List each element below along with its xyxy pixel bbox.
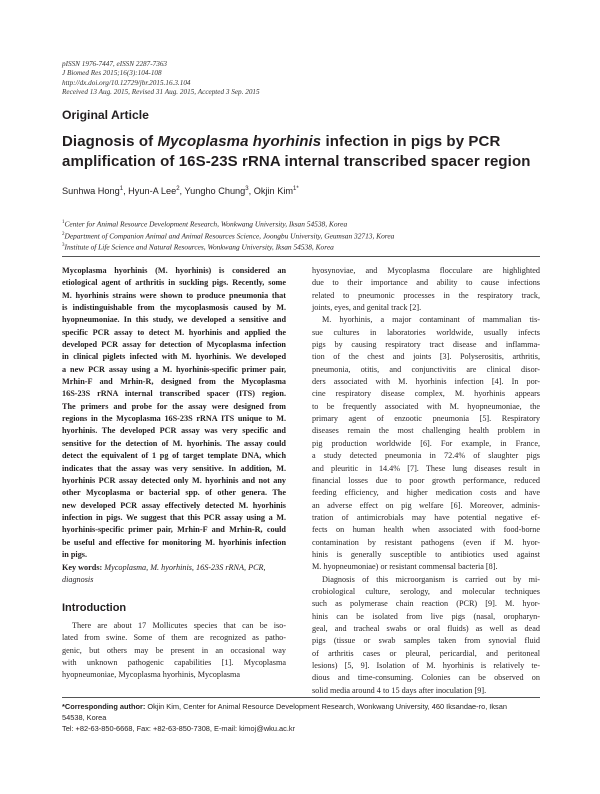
text-line: regions in the Mycoplasma 16S-23S rRNA ITS unique to M. bbox=[62, 414, 286, 424]
text-line: fects on human health when associated with food-borne bbox=[312, 525, 540, 535]
text-line: new developed PCR assay effectively detected M. hyorhinis bbox=[62, 500, 286, 510]
abstract bbox=[62, 265, 286, 561]
text-line: be useful and effective for monitoring M. hyorhinis infection bbox=[62, 537, 286, 547]
text-line: pigs (tissue or swab samples taken from synovial fluid bbox=[312, 636, 540, 646]
text-line: of arthritis cases or pleural, pericardial, and peritoneal bbox=[312, 648, 540, 658]
affiliation-text: Center for Animal Resource Development Research, Wonkwang University, Iksan 54538, Korea bbox=[64, 219, 348, 229]
text-line: genic, but others may be present in an occasional way bbox=[62, 645, 286, 655]
corr-line-1 bbox=[62, 701, 542, 712]
text-line: dious and time-consuming. Colonies can be observed on bbox=[312, 673, 540, 683]
author-name: Yungho Chung bbox=[184, 186, 246, 197]
text-line: hyorhinis-specific primer pair, Mrhin-F and Mrhin-R, could bbox=[62, 525, 286, 535]
text-line: pigs by causing respiratory tract disease and inflamma- bbox=[312, 340, 540, 350]
affiliation-sup: 2 bbox=[62, 231, 65, 237]
text-line: feeding efficiency, and higher medication costs and have bbox=[312, 488, 540, 498]
title-text: infection in pigs by PCR bbox=[321, 133, 501, 150]
text-line: cine respiratory disease complex, M. hyorhinis appears bbox=[312, 389, 540, 399]
text-line: an adverse effect on pig welfare [6]. Moreover, adminis- bbox=[312, 500, 540, 510]
author-affil-sup: 3 bbox=[245, 186, 249, 192]
author bbox=[184, 186, 248, 196]
text-line: related to pneumonic processes in the respiratory track, bbox=[312, 290, 540, 300]
text-line: to be frequently associated with M. hyopneumoniae, the bbox=[312, 401, 540, 411]
keywords bbox=[62, 562, 286, 587]
text-line: Mycoplasma hyorhinis (M. hyorhinis) is considered an bbox=[62, 266, 286, 275]
text-line: developed PCR assay for detection of Mycoplasma infection bbox=[62, 340, 286, 350]
text-line: etiological agent of arthritis in suckling pigs. Recently, some bbox=[62, 278, 286, 288]
text-line: hyopneumoniae, Mycoplasma hyorhinis, Mycoplasma bbox=[62, 670, 241, 680]
keywords-value: Mycoplasma, M. hyorhinis, 16S-23S rRNA, PCR, diagnosis bbox=[62, 563, 266, 585]
author-name: Hyun-A Lee bbox=[128, 186, 177, 197]
affiliations bbox=[62, 218, 394, 253]
text-line: joints, eyes, and genital track [2]. bbox=[312, 303, 422, 313]
author-name: Okjin Kim bbox=[253, 186, 294, 197]
text-line: other Mycoplasma or bacterial spp. of other genera. The bbox=[62, 488, 286, 498]
text-line: due to their importance and ability to cause infections bbox=[312, 278, 540, 288]
corr-line-2: 54538, Korea bbox=[62, 713, 107, 723]
text-line: tion of the chest and joints [3]. Polyserositis, arthritis, bbox=[312, 352, 540, 362]
author bbox=[254, 186, 299, 196]
text-line: The primers and probe for the assay were designed from bbox=[62, 401, 286, 411]
text-line: such as polymerase chain reaction (PCR) [9]. M. hyor- bbox=[312, 599, 540, 609]
text-line: geal, and tracheal swabs or oral fluids) as well as dead bbox=[312, 623, 540, 633]
corr-label: *Corresponding author: bbox=[62, 702, 146, 711]
corr-line-3: Tel: +82-63-850-6668, Fax: +82-63-850-7308, E-mail: kimoj@wku.ac.kr bbox=[62, 724, 296, 734]
text-line: ders associated with M. hyorhinis infection [4]. In por- bbox=[312, 377, 540, 387]
author-list: Sunhwa Hong$^1$, Hyun-A Lee$^2$, Yungho Chung$^3$, Okjin Kim$^{1*}$ bbox=[62, 186, 299, 197]
text-line: in clinical piglets infected with M. hyorhinis. We developed bbox=[62, 352, 286, 362]
right-column-text bbox=[312, 265, 540, 697]
text-line: with unknown pathogenic capabilities [1]. Mycoplasma bbox=[62, 658, 286, 668]
text-line: pig production worldwide [6]. For example, in France, bbox=[312, 438, 540, 448]
text-line: contamination by resistant pathogens (even if M. hyor- bbox=[312, 537, 540, 547]
affiliation-text: Institute of Life Science and Natural Resources, Wonkwang University, Iksan 54538, Korea bbox=[64, 242, 334, 252]
article-type: Original Article bbox=[62, 108, 149, 122]
text-line: lesions) [5, 9]. Isolation of M. hyorhinis is relatively te- bbox=[312, 661, 540, 670]
affiliation-sup: 3 bbox=[62, 243, 65, 249]
doi-link[interactable]: http://dx.doi.org/10.12729/jbr.2015.16.3.104 bbox=[62, 78, 191, 87]
author-affil-sup: 1* bbox=[293, 186, 299, 192]
text-line: in pigs. bbox=[62, 549, 88, 559]
text-line: a new PCR assay using a M. hyorhinis-specific primer pair, bbox=[62, 364, 286, 374]
author bbox=[62, 186, 123, 196]
keywords-label: Key words: bbox=[62, 563, 103, 572]
text-line: Mrhin-F and Mrhin-R, designed from the Mycoplasma bbox=[62, 377, 286, 387]
section-heading-introduction: Introduction bbox=[62, 602, 127, 614]
text-line: solid media around 4 to 15 days after inoculation [9]. bbox=[312, 685, 487, 695]
text-line: primary agent of enzootic pneumonia [5]. Respiratory bbox=[312, 414, 540, 424]
journal-citation: J Biomed Res 2015;16(3):104-108 bbox=[62, 69, 162, 78]
header-divider bbox=[62, 256, 540, 257]
affiliation-text: Department of Companion Animal and Animal Resources Science, Joongbu University, Geumsan 32713, Korea bbox=[64, 231, 395, 241]
text-line: diseases remain the most challenging health problem in bbox=[312, 426, 540, 436]
journal-meta bbox=[62, 60, 542, 98]
article-title bbox=[62, 132, 552, 172]
text-line: hinis is generally susceptible to antibiotics used against bbox=[312, 549, 540, 559]
text-line: M. hyorhinis strains were shown to produce pneumonia that bbox=[62, 290, 286, 300]
text-line: lated from swine. Some of them are recognized as patho- bbox=[62, 633, 286, 643]
text-line: hyosynoviae, and Mycoplasma flocculare are highlighted bbox=[312, 266, 540, 275]
text-line: hyopneumoniae. In this study, we developed a sensitive and bbox=[62, 315, 286, 325]
text-line: hyorhinis PCR assay detected only M. hyorhinis and not any bbox=[62, 475, 286, 485]
issn-line: pISSN 1976-7447, eISSN 2287-7363 bbox=[62, 60, 168, 68]
footnote-divider bbox=[62, 697, 540, 698]
text-line: financial losses due to poor growth performance, reduced bbox=[312, 475, 540, 485]
text-line: detect the equivalent of 1 pg of target template DNA, which bbox=[62, 451, 286, 461]
text-line: M. hyorhinis, a major contaminant of mammalian tis- bbox=[322, 315, 540, 325]
affiliation-sup: 1 bbox=[62, 220, 65, 225]
author-name: Sunhwa Hong bbox=[62, 186, 120, 197]
author-affil-sup: 1 bbox=[119, 186, 124, 192]
corr-address: Okjin Kim, Center for Animal Resource Development Research, Wonkwang University, 460 Iksandae-ro, Iksan bbox=[145, 702, 507, 711]
author bbox=[128, 186, 179, 196]
text-line: and pleuritic in 14.4% [7]. These lung diseases result in bbox=[312, 463, 540, 473]
text-line: 16S-23S rRNA internal transcribed spacer (ITS) region. bbox=[62, 389, 286, 399]
affiliation-line bbox=[62, 230, 394, 242]
text-line: indicates that the assay was very sensitive. In addition, M. bbox=[62, 463, 286, 473]
text-line: sensitive for the detection of M. hyorhinis. The assay could bbox=[62, 438, 286, 448]
text-line: crobiological culture, serology, and molecular techniques bbox=[312, 586, 540, 596]
text-line: M. hyopneumoniae) or resistant commensal bacteria [8]. bbox=[312, 562, 498, 572]
text-line: pneumonia, otitis, and conjunctivitis are clinical disor- bbox=[312, 364, 540, 374]
text-line: is indistinguishable from the mycoplasmosis caused by M. bbox=[62, 303, 286, 313]
title-italic-text: Mycoplasma hyorhinis bbox=[157, 133, 322, 150]
text-line: infection in pigs. We suggest that this PCR assay using a M. bbox=[62, 512, 286, 522]
title-line-2: amplification of 16S-23S rRNA internal transcribed spacer region bbox=[62, 153, 531, 170]
title-text: Diagnosis of bbox=[62, 133, 158, 150]
author-affil-sup: 2 bbox=[176, 186, 180, 192]
text-line: a study detected pneumonia in 72.4% of slaughter pigs bbox=[312, 451, 540, 461]
text-line: There are about 17 Mollicutes species that can be iso- bbox=[72, 621, 286, 630]
text-line: hinis can be isolated from live pigs (nasal, oropharyn- bbox=[312, 611, 540, 621]
title-line-1 bbox=[62, 132, 552, 152]
text-line: hyorhinis. The developed PCR assay was very specific and bbox=[62, 426, 286, 436]
affiliation-line bbox=[62, 241, 394, 253]
text-line: Diagnosis of this microorganism is carried out by mi- bbox=[322, 574, 540, 584]
text-line: tration of antimicrobials may have potential negative ef- bbox=[312, 512, 540, 522]
corresponding-author bbox=[62, 701, 542, 735]
received-dates: Received 13 Aug. 2015, Revised 31 Aug. 2015, Accepted 3 Sep. 2015 bbox=[62, 88, 260, 97]
text-line: sue cultures in laboratories worldwide, usually infects bbox=[312, 327, 540, 337]
introduction-text bbox=[62, 620, 286, 682]
affiliation-line bbox=[62, 218, 394, 230]
text-line: specific PCR assay to detect M. hyorhinis and applied the bbox=[62, 327, 286, 337]
